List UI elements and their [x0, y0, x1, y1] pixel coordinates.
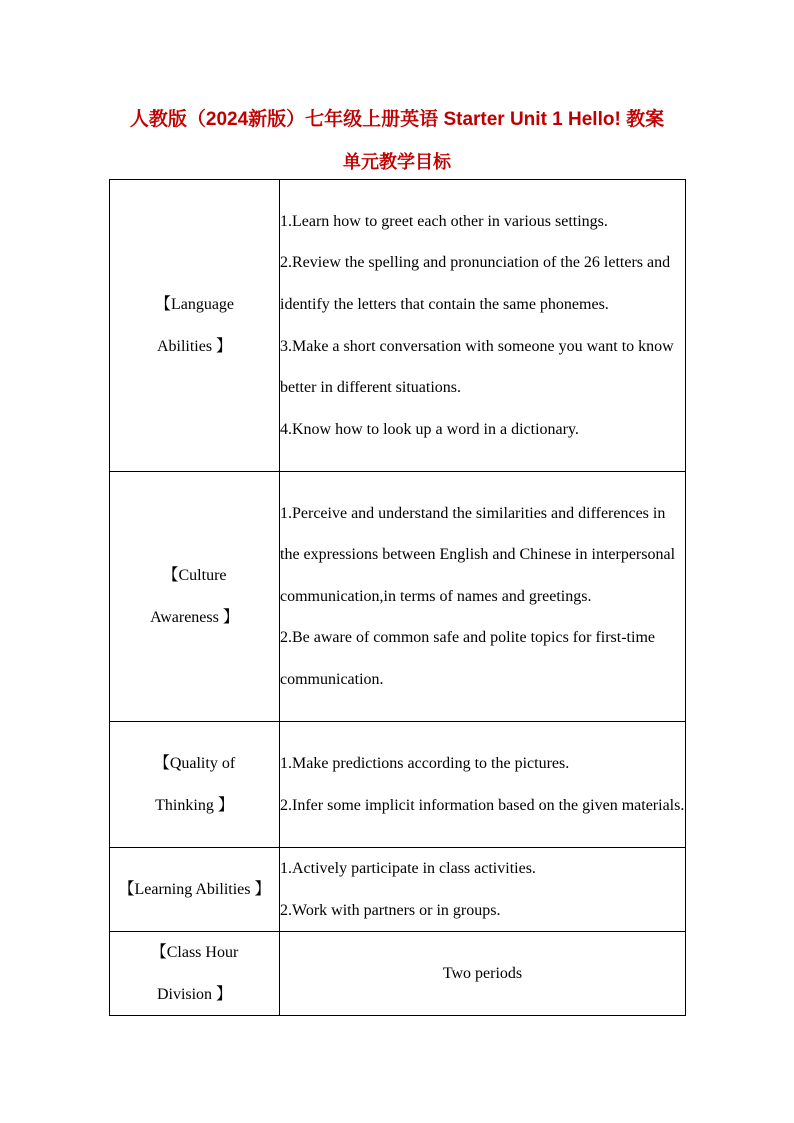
document-subtitle: 单元教学目标	[343, 152, 451, 172]
row-label-line: 【Quality of	[153, 754, 236, 772]
row-label-line: Awareness 】	[150, 608, 239, 626]
goal-item: 1.Learn how to greet each other in various settings.	[280, 212, 608, 230]
row-label-line: 【Language	[154, 295, 235, 313]
row-content-class-hour-division	[280, 932, 686, 1016]
row-label-language-abilities	[110, 180, 280, 472]
goal-item: 1.Actively participate in class activities.	[280, 860, 536, 877]
row-label-quality-of-thinking	[110, 722, 280, 848]
goal-item: 2.Be aware of common safe and polite topics for first-time communication.	[280, 629, 655, 688]
row-label-line: Thinking 】	[155, 796, 234, 814]
row-label-line: 【Class Hour	[150, 944, 239, 962]
row-label-culture-awareness	[110, 472, 280, 722]
row-content-learning-abilities	[280, 848, 686, 932]
goal-item: 4.Know how to look up a word in a dictionary.	[280, 420, 579, 438]
row-label-line: 【Culture	[162, 566, 227, 584]
row-content-quality-of-thinking	[280, 722, 686, 848]
row-label-class-hour-division	[110, 932, 280, 1016]
goal-item: 1.Perceive and understand the similarities and differences in the expressions between English and Chinese in interpersonal communication,in terms of names and greetings.	[280, 504, 676, 605]
row-label-line: Division 】	[156, 985, 233, 1003]
table-row-culture-awareness	[110, 472, 686, 722]
document-title: 人教版（2024新版）七年级上册英语 Starter Unit 1 Hello! 教案	[129, 109, 665, 130]
table-row-class-hour-division	[110, 932, 686, 1016]
unit-goals-table	[109, 179, 686, 1016]
table-row-learning-abilities	[110, 848, 686, 932]
class-hour-value: Two periods	[442, 964, 523, 982]
row-label-line: Abilities 】	[156, 337, 233, 355]
goal-item: 3.Make a short conversation with someone you want to know better in different situations.	[280, 337, 674, 397]
row-label-line: 【Learning Abilities 】	[118, 880, 271, 898]
goal-item: 1.Make predictions according to the pictures.	[280, 754, 570, 772]
row-content-culture-awareness	[280, 472, 686, 722]
table-row-quality-of-thinking	[110, 722, 686, 848]
goal-item: 2.Infer some implicit information based on the given materials.	[280, 796, 685, 814]
row-content-language-abilities	[280, 180, 686, 472]
row-label-learning-abilities	[110, 848, 280, 932]
goal-item: 2.Work with partners or in groups.	[280, 901, 501, 919]
goal-item: 2.Review the spelling and pronunciation of the 26 letters and identify the letters that contain the same phonemes.	[280, 254, 671, 313]
table-row-language-abilities	[110, 180, 686, 472]
